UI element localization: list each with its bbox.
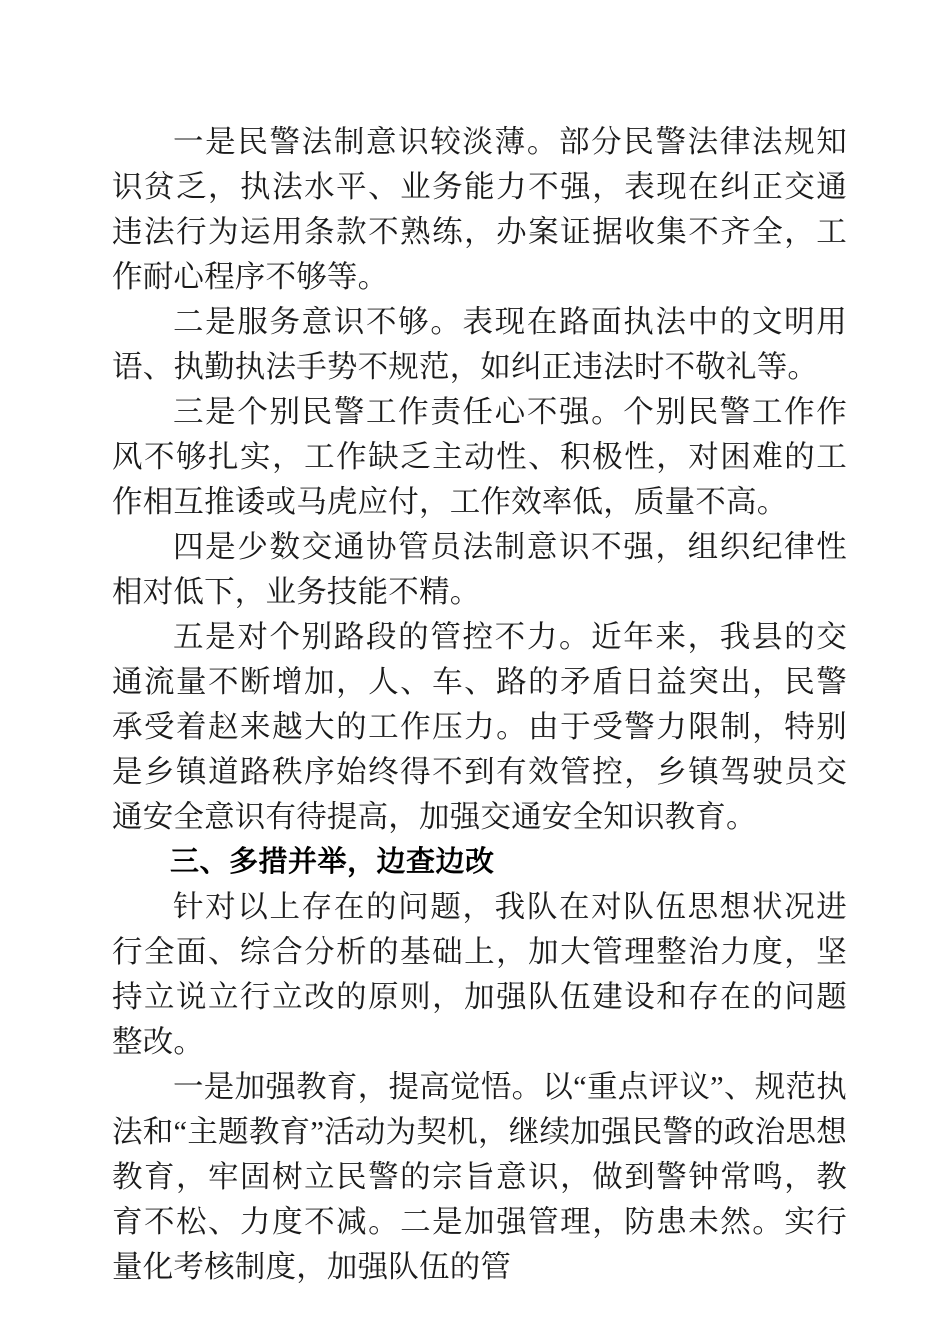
document-body bbox=[112, 120, 847, 1290]
paragraph-section-intro: 针对以上存在的问题，我队在对队伍思想状况进行全面、综合分析的基础上，加大管理整治力度，坚持立说立行立改的原则，加强队伍建设和存在的问题整改。 bbox=[112, 890, 847, 1059]
paragraph-item-two: 二是服务意识不够。表现在路面执法中的文明用语、执勤执法手势不规范，如纠正违法时不敬礼等。 bbox=[112, 305, 847, 384]
section-heading-three: 三、多措并举，边查边改 bbox=[170, 846, 495, 878]
paragraph-item-five: 五是对个别路段的管控不力。近年来，我县的交通流量不断增加，人、车、路的矛盾日益突出，民警承受着赵来越大的工作压力。由于受警力限制，特别是乡镇道路秩序始终得不到有效管控，乡镇驾驶员交通安全意识有待提高，加强交通安全知识教育。 bbox=[112, 620, 847, 834]
paragraph-measure-one: 一是加强教育，提高觉悟。以“重点评议”、规范执法和“主题教育”活动为契机，继续加强民警的政治思想教育，牢固树立民警的宗旨意识，做到警钟常鸣，教育不松、力度不减。二是加强管理，防患未然。实行量化考核制度，加强队伍的管 bbox=[112, 1070, 847, 1284]
paragraph-item-four: 四是少数交通协管员法制意识不强，组织纪律性相对低下，业务技能不精。 bbox=[112, 530, 847, 609]
paragraph-item-three: 三是个别民警工作责任心不强。个别民警工作作风不够扎实，工作缺乏主动性、积极性，对困难的工作相互推诿或马虎应付，工作效率低，质量不高。 bbox=[112, 395, 847, 519]
paragraph-item-one: 一是民警法制意识较淡薄。部分民警法律法规知识贫乏，执法水平、业务能力不强，表现在纠正交通违法行为运用条款不熟练，办案证据收集不齐全，工作耐心程序不够等。 bbox=[112, 125, 847, 294]
